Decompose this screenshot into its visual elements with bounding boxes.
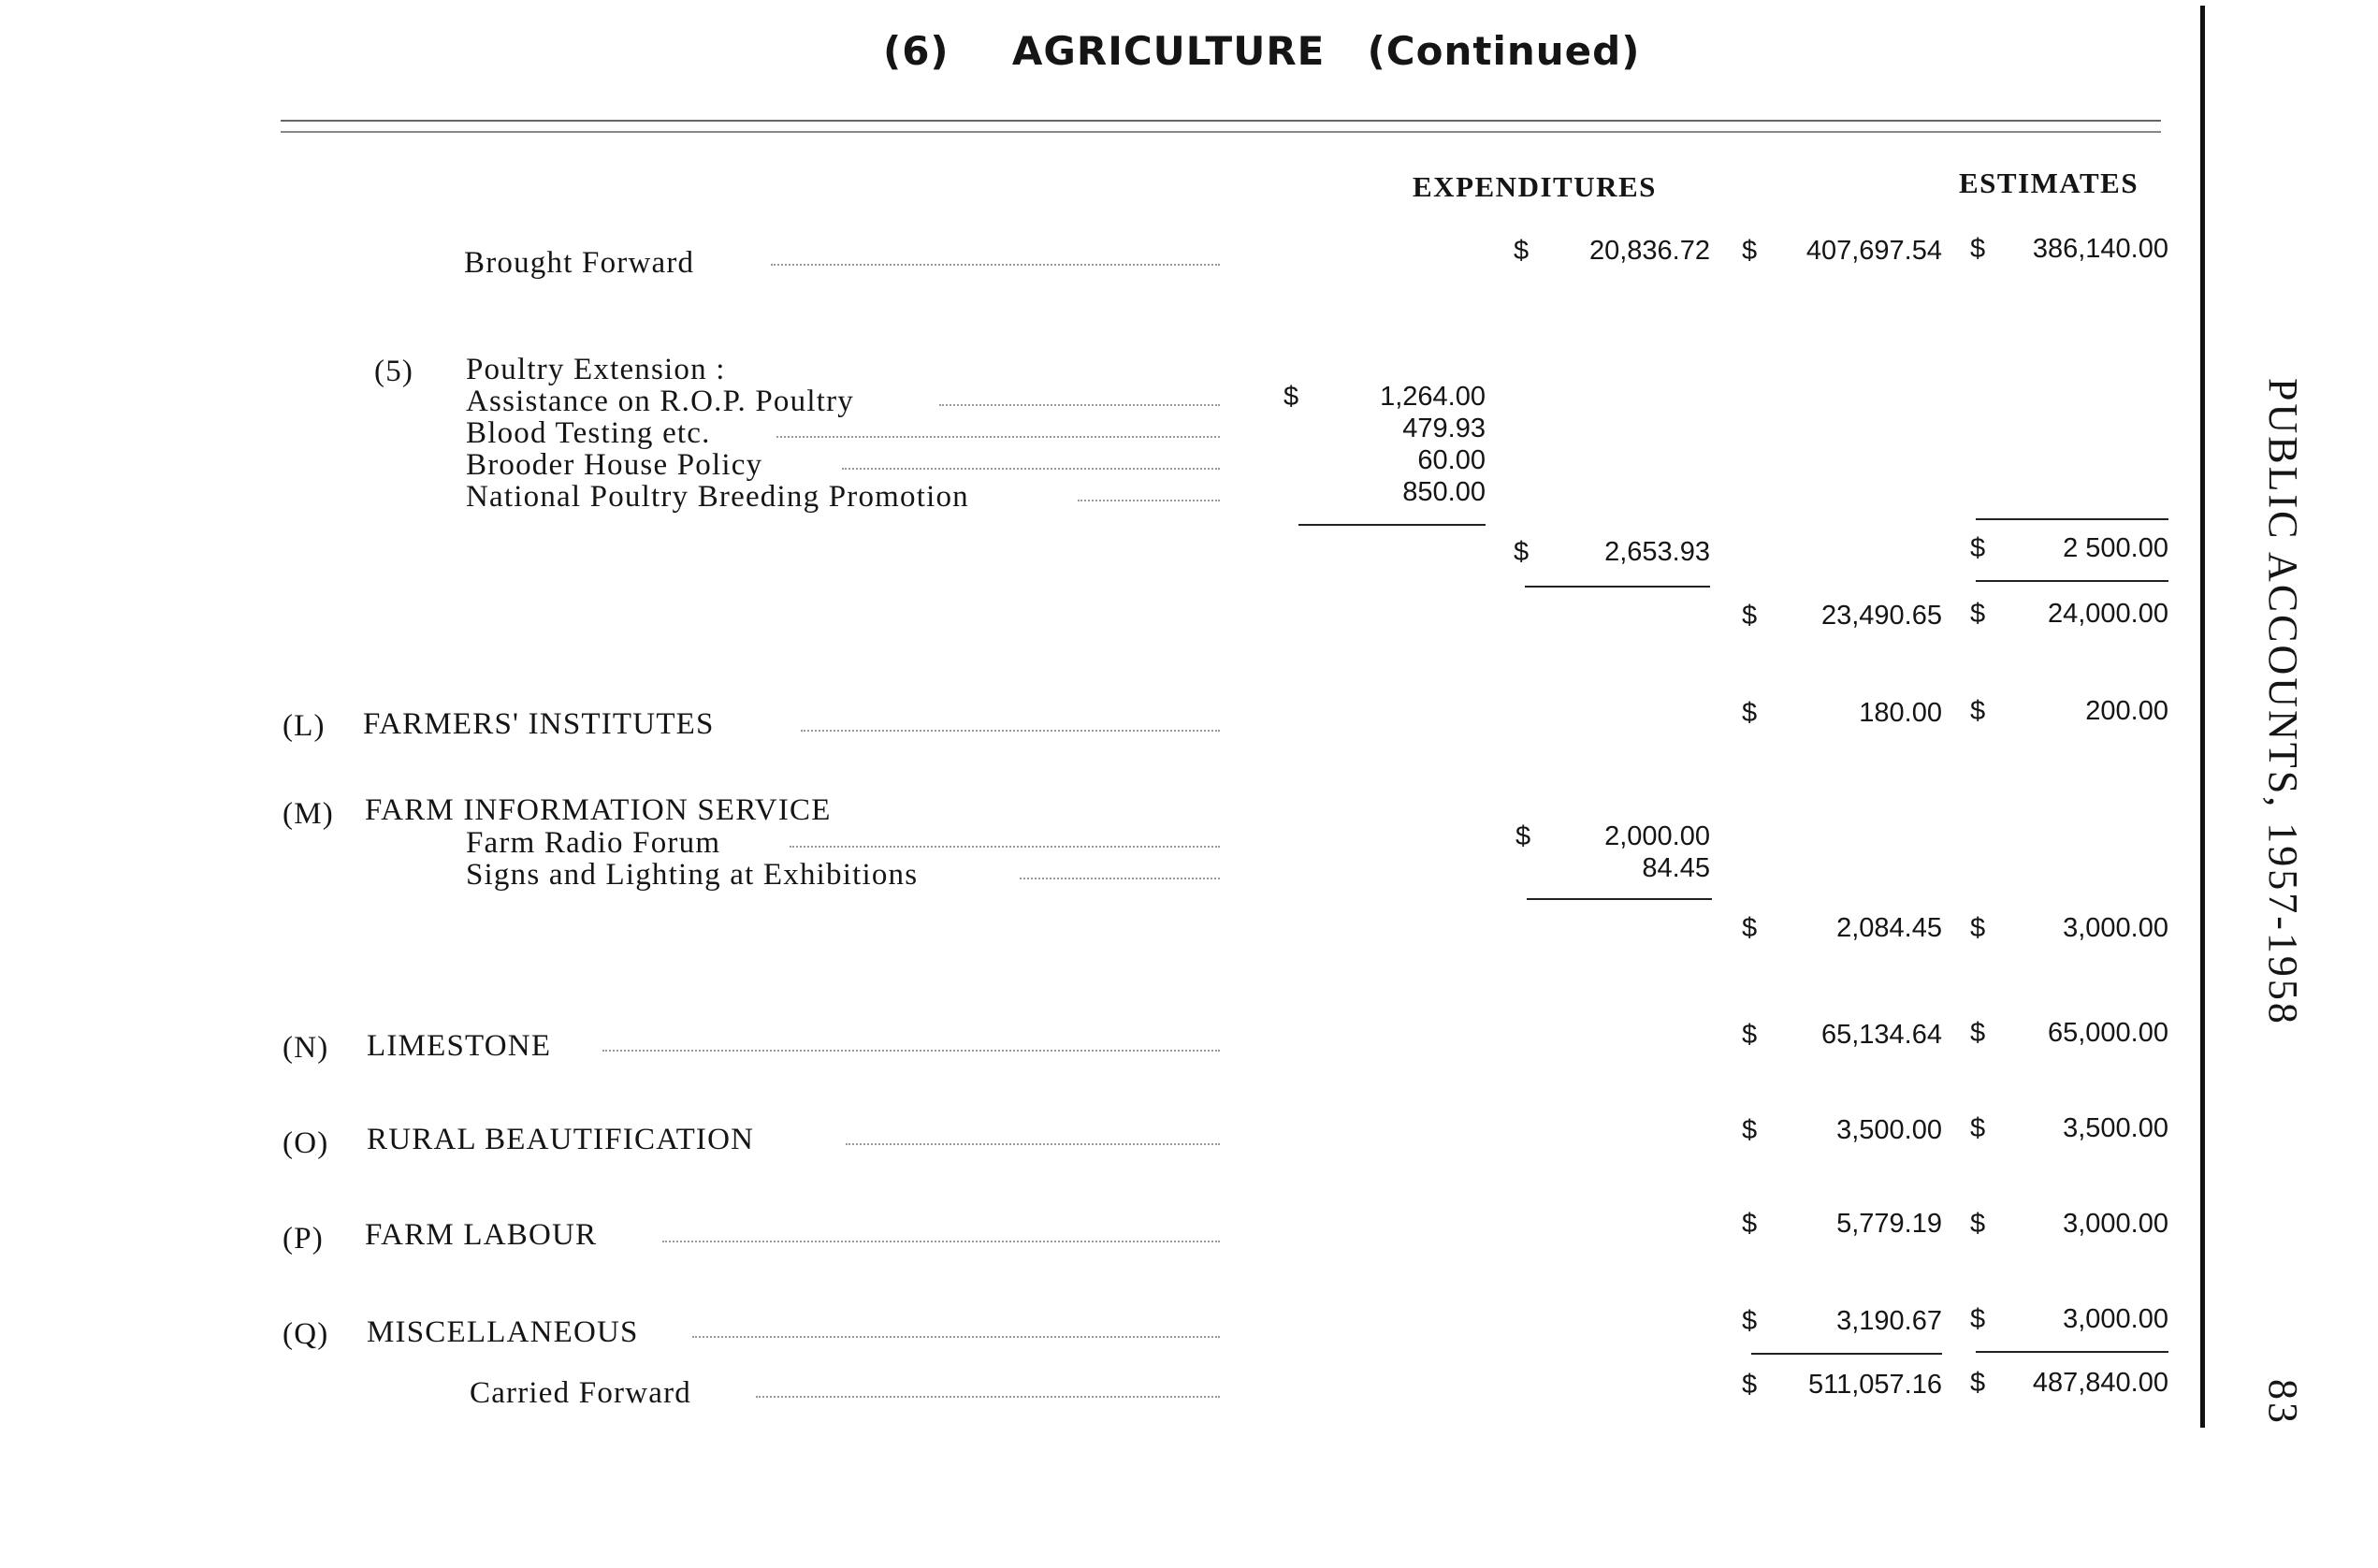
rural-beautification-estimate: 3,500.00: [2063, 1113, 2168, 1143]
dollar-sign: $: [1283, 382, 1299, 412]
poultry-total-estimate: 24,000.00: [2047, 599, 2168, 629]
dot-leader: [842, 468, 1220, 470]
subtotal-rule: [1525, 586, 1710, 588]
section-title: AGRICULTURE: [1011, 28, 1326, 74]
brought-forward-col3: 407,697.54: [1805, 236, 1942, 266]
poultry-item-label: National Poultry Breeding Promotion: [466, 480, 969, 514]
dot-leader: [1020, 878, 1220, 879]
page-number: 83: [2260, 1379, 2306, 1426]
section-label: RURAL BEAUTIFICATION: [367, 1123, 755, 1156]
dollar-sign: $: [1970, 1368, 1986, 1398]
header-rule-bottom: [281, 131, 2161, 133]
farm-info-total: 2,084.45: [1836, 913, 1942, 943]
dot-leader: [692, 1336, 1220, 1338]
poultry-item-amount: 60.00: [1417, 445, 1486, 475]
poultry-item-amount: 479.93: [1402, 414, 1486, 443]
section-letter: (M): [283, 797, 334, 831]
farm-info-item-label: Signs and Lighting at Exhibitions: [466, 858, 919, 892]
farm-info-item-amount: 2,000.00: [1604, 821, 1710, 851]
total-rule: [1751, 1353, 1942, 1355]
section-label: FARMERS' INSTITUTES: [363, 707, 715, 741]
poultry-item-amount: 850.00: [1402, 477, 1486, 507]
dollar-sign: $: [1970, 1113, 1986, 1143]
section-letter: (Q): [283, 1317, 329, 1351]
rural-beautification-amount: 3,500.00: [1836, 1115, 1942, 1145]
dollar-sign: $: [1970, 913, 1986, 943]
dot-leader: [776, 436, 1220, 438]
page-title: [883, 28, 1640, 74]
farm-info-estimate: 3,000.00: [2063, 913, 2168, 943]
dot-leader: [846, 1143, 1220, 1145]
dollar-sign: $: [1742, 698, 1758, 728]
dot-leader: [662, 1241, 1220, 1242]
total-rule: [1976, 1351, 2168, 1353]
poultry-item-amount: 1,264.00: [1380, 382, 1486, 412]
miscellaneous-amount: 3,190.67: [1836, 1306, 1942, 1336]
dollar-sign: $: [1970, 599, 1986, 629]
dot-leader: [1078, 500, 1220, 501]
dot-leader: [771, 264, 1220, 266]
dollar-sign: $: [1970, 696, 1986, 726]
poultry-item-label: Assistance on R.O.P. Poultry: [466, 385, 854, 418]
section-number: (6): [883, 28, 950, 74]
poultry-total: 23,490.65: [1820, 601, 1942, 631]
dot-leader: [801, 730, 1220, 732]
subtotal-rule: [1527, 898, 1712, 900]
dollar-sign: $: [1970, 1209, 1986, 1239]
section-label: MISCELLANEOUS: [367, 1315, 639, 1349]
dot-leader: [939, 404, 1220, 406]
farm-labour-amount: 5,779.19: [1836, 1209, 1942, 1239]
dollar-sign: $: [1742, 1115, 1758, 1145]
dollar-sign: $: [1970, 1304, 1986, 1334]
dollar-sign: $: [1742, 913, 1758, 943]
subtotal-rule: [1298, 524, 1486, 526]
section-label: FARM INFORMATION SERVICE: [365, 793, 832, 827]
poultry-subtotal: 2,653.93: [1604, 537, 1710, 567]
estimate-rule: [1976, 518, 2168, 520]
farm-labour-estimate: 3,000.00: [2063, 1209, 2168, 1239]
limestone-amount: 65,134.64: [1820, 1020, 1942, 1050]
poultry-subtotal-estimate: 2 500.00: [2063, 533, 2168, 563]
section-letter: (P): [283, 1222, 324, 1256]
farm-info-item-amount: 84.45: [1642, 853, 1710, 883]
section-label: LIMESTONE: [367, 1029, 552, 1063]
dot-leader: [602, 1050, 1220, 1052]
running-title: PUBLIC ACCOUNTS, 1957-1958: [2260, 378, 2306, 1026]
dollar-sign: $: [1742, 1306, 1758, 1336]
section-letter: (L): [283, 709, 326, 743]
margin-vertical-rule: [2200, 6, 2205, 1428]
dollar-sign: $: [1742, 1209, 1758, 1239]
dollar-sign: $: [1742, 236, 1758, 266]
brought-forward-label: Brought Forward: [464, 246, 695, 280]
farmers-institutes-estimate: 200.00: [2085, 696, 2168, 726]
section-label: FARM LABOUR: [365, 1218, 598, 1252]
brought-forward-col2: 20,836.72: [1588, 236, 1710, 266]
dollar-sign: $: [1515, 821, 1531, 851]
dollar-sign: $: [1970, 1018, 1986, 1048]
column-heading-estimates: ESTIMATES: [1959, 167, 2139, 199]
dollar-sign: $: [1514, 236, 1530, 266]
column-heading-expenditures: EXPENDITURES: [1413, 170, 1657, 203]
estimate-rule: [1976, 580, 2168, 582]
section-letter: (N): [283, 1031, 329, 1065]
limestone-estimate: 65,000.00: [2047, 1018, 2168, 1048]
poultry-item-label: Blood Testing etc.: [466, 416, 711, 450]
dot-leader: [790, 846, 1220, 848]
carried-forward-amount: 511,057.16: [1808, 1370, 1942, 1400]
poultry-item-label: Brooder House Policy: [466, 448, 763, 482]
dollar-sign: $: [1742, 601, 1758, 631]
dollar-sign: $: [1970, 234, 1986, 264]
poultry-heading: Poultry Extension :: [466, 353, 726, 386]
carried-forward-estimate: 487,840.00: [2032, 1368, 2168, 1398]
header-rule-top: [281, 120, 2161, 122]
dollar-sign: $: [1742, 1020, 1758, 1050]
dollar-sign: $: [1742, 1370, 1758, 1400]
brought-forward-col4: 386,140.00: [2032, 234, 2168, 264]
dot-leader: [756, 1396, 1220, 1398]
dollar-sign: $: [1514, 537, 1530, 567]
carried-forward-label: Carried Forward: [470, 1376, 692, 1410]
farmers-institutes-amount: 180.00: [1859, 698, 1942, 728]
section-letter: (O): [283, 1126, 329, 1160]
continued-label: (Continued): [1367, 28, 1641, 74]
dollar-sign: $: [1970, 533, 1986, 563]
miscellaneous-estimate: 3,000.00: [2063, 1304, 2168, 1334]
poultry-number: (5): [374, 355, 414, 388]
farm-info-item-label: Farm Radio Forum: [466, 826, 721, 860]
